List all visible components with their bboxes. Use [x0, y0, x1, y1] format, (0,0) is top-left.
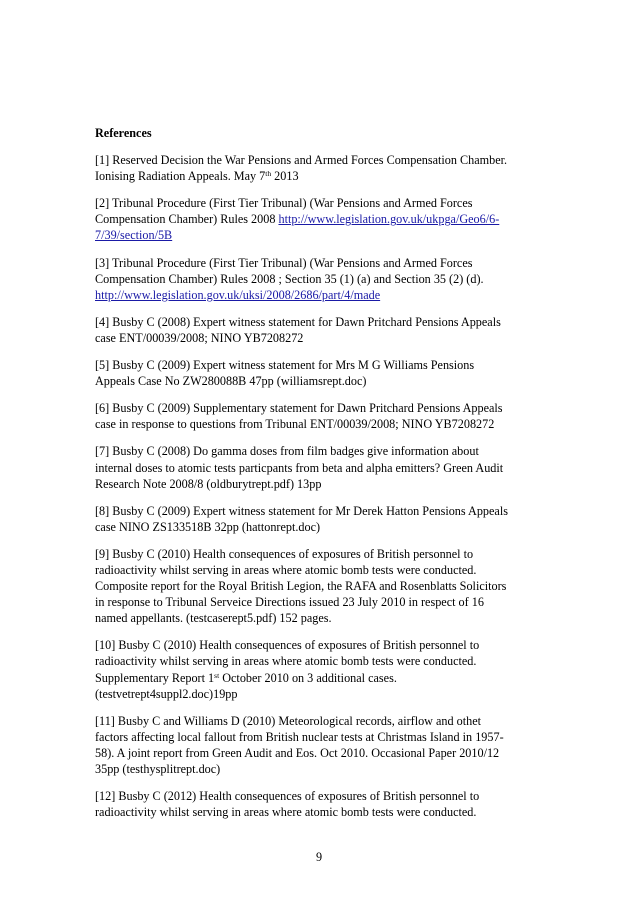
reference-link[interactable]: 7/39/section/5B	[95, 228, 173, 243]
reference-list	[95, 152, 555, 820]
reference-item	[95, 314, 555, 346]
reference-line	[95, 330, 555, 346]
reference-text: in response to Tribunal Serveice Directions issued 23 July 2010 in respect of 16	[95, 595, 484, 610]
reference-text: radioactivity whilst serving in areas where atomic bomb tests were conducted.	[95, 805, 477, 820]
reference-line	[95, 519, 555, 535]
reference-text: [12] Busby C (2012) Health consequences of exposures of British personnel to	[95, 789, 480, 804]
reference-line	[95, 503, 555, 519]
ordinal-superscript: th	[265, 169, 272, 179]
reference-text: named appellants. (testcaserept5.pdf) 152 pages.	[95, 611, 332, 626]
reference-text: case NINO ZS133518B 32pp (hattonrept.doc)	[95, 519, 321, 534]
reference-item	[95, 255, 555, 303]
reference-text: [8] Busby C (2009) Expert witness statement for Mr Derek Hatton Pensions Appeals	[95, 503, 508, 518]
reference-line	[95, 227, 555, 243]
reference-line	[95, 653, 555, 669]
reference-item	[95, 443, 555, 491]
reference-text: [4] Busby C (2008) Expert witness statement for Dawn Pritchard Pensions Appeals	[95, 314, 501, 329]
reference-item	[95, 357, 555, 389]
ordinal-superscript: st	[214, 670, 220, 680]
reference-item	[95, 400, 555, 432]
reference-line	[95, 271, 555, 287]
reference-line	[95, 357, 555, 373]
reference-line	[95, 546, 555, 562]
reference-item	[95, 546, 555, 626]
reference-text: [1] Reserved Decision the War Pensions and Armed Forces Compensation Chamber.	[95, 153, 508, 168]
reference-text: [2] Tribunal Procedure (First Tier Tribunal) (War Pensions and Armed Forces	[95, 196, 473, 211]
reference-text: [5] Busby C (2009) Expert witness statement for Mrs M G Williams Pensions	[95, 358, 475, 373]
reference-text: [6] Busby C (2009) Supplementary statement for Dawn Pritchard Pensions Appeals	[95, 401, 503, 416]
reference-text: Compensation Chamber) Rules 2008 ; Section 35 (1) (a) and Section 35 (2) (d).	[95, 271, 484, 286]
reference-text: [10] Busby C (2010) Health consequences of exposures of British personnel to	[95, 638, 480, 653]
reference-line	[95, 745, 555, 761]
reference-link[interactable]: http://www.legislation.gov.uk/ukpga/Geo6/6-	[278, 212, 500, 227]
reference-item	[95, 195, 555, 243]
reference-link[interactable]: http://www.legislation.gov.uk/uksi/2008/2686/part/4/made	[95, 287, 381, 302]
reference-text: October 2010 on 3 additional cases.	[219, 670, 397, 685]
references-section	[95, 125, 555, 831]
reference-line	[95, 168, 555, 184]
reference-text: (testvetrept4suppl2.doc)19pp	[95, 686, 238, 701]
reference-line	[95, 287, 555, 303]
reference-item	[95, 503, 555, 535]
reference-text: Supplementary Report 1	[95, 670, 215, 685]
reference-text: 58). A joint report from Green Audit and Eos. Oct 2010. Occasional Paper 2010/12	[95, 745, 500, 760]
reference-text: radioactivity whilst serving in areas where atomic bomb tests were conducted.	[95, 654, 477, 669]
reference-line	[95, 373, 555, 389]
reference-line	[95, 314, 555, 330]
reference-text: case in response to questions from Tribunal ENT/00039/2008; NINO YB7208272	[95, 417, 495, 432]
reference-text: internal doses to atomic tests particpants from beta and alpha emitters? Green Audit	[95, 460, 504, 475]
reference-text: 2013	[271, 169, 299, 184]
reference-text: Composite report for the Royal British Legion, the RAFA and Rosenblatts Solicitors	[95, 579, 507, 594]
reference-line	[95, 400, 555, 416]
reference-line	[95, 195, 555, 211]
reference-line	[95, 713, 555, 729]
reference-line	[95, 443, 555, 459]
reference-line	[95, 416, 555, 432]
reference-line	[95, 686, 555, 702]
reference-text: [3] Tribunal Procedure (First Tier Tribunal) (War Pensions and Armed Forces	[95, 255, 473, 270]
reference-text: [7] Busby C (2008) Do gamma doses from film badges give information about	[95, 444, 479, 459]
reference-line	[95, 637, 555, 653]
reference-line	[95, 670, 555, 686]
reference-text: Appeals Case No ZW280088B 47pp (williamsrept.doc)	[95, 374, 367, 389]
reference-text: Ionising Radiation Appeals. May 7	[95, 169, 266, 184]
page-number: 9	[315, 850, 323, 864]
reference-item	[95, 788, 555, 820]
reference-line	[95, 761, 555, 777]
reference-item	[95, 637, 555, 701]
reference-line	[95, 729, 555, 745]
reference-item	[95, 713, 555, 777]
reference-item	[95, 152, 555, 184]
reference-text: radioactivity whilst serving in areas where atomic bomb tests were conducted.	[95, 562, 477, 577]
reference-line	[95, 152, 555, 168]
reference-line	[95, 460, 555, 476]
reference-line	[95, 578, 555, 594]
reference-line	[95, 476, 555, 492]
reference-text: 35pp (testhysplitrept.doc)	[95, 762, 221, 776]
references-heading: References	[95, 126, 152, 140]
reference-line	[95, 562, 555, 578]
reference-line	[95, 211, 555, 227]
reference-line	[95, 594, 555, 610]
reference-text: [9] Busby C (2010) Health consequences of exposures of British personnel to	[95, 546, 474, 561]
reference-text: Compensation Chamber) Rules 2008	[95, 212, 279, 227]
reference-text: Research Note 2008/8 (oldburytrept.pdf) 13pp	[95, 476, 322, 491]
reference-text: case ENT/00039/2008; NINO YB7208272	[95, 330, 304, 345]
reference-line	[95, 255, 555, 271]
reference-text: [11] Busby C and Williams D (2010) Meteorological records, airflow and othet	[95, 713, 482, 728]
reference-line	[95, 610, 555, 626]
reference-line	[95, 788, 555, 804]
reference-text: factors affecting local fallout from British nuclear tests at Christmas Island in 1957-	[95, 729, 504, 744]
reference-line	[95, 804, 555, 820]
